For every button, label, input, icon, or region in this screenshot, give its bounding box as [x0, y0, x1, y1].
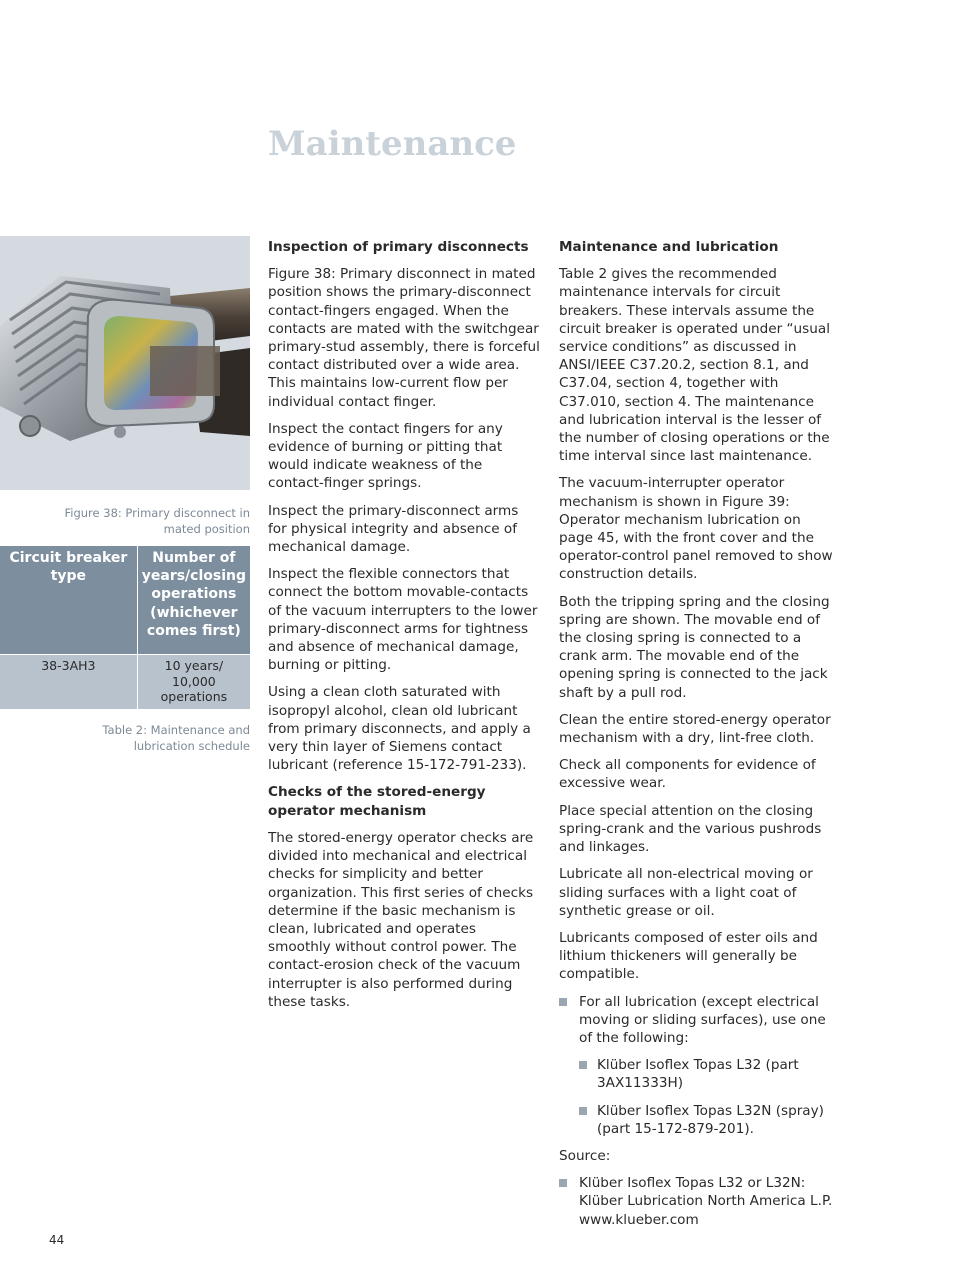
table-cell: 10 years/ 10,000 operations — [137, 655, 250, 709]
square-bullet-icon — [579, 1061, 587, 1069]
list-item-text: Klüber Isoflex Topas L32 or L32N: Klüber Lubrication North America L.P. www.klueber.com — [579, 1175, 833, 1228]
list-item — [559, 993, 835, 1138]
list-item — [579, 1102, 835, 1138]
page-title: Maintenance — [268, 124, 517, 164]
paragraph: Inspect the primary-disconnect arms for physical integrity and absence of mechanical damage. — [268, 502, 519, 556]
paragraph: The vacuum-interrupter operator mechanism is shown in Figure 39: Operator mechanism lubrication on page 45, with the front cover and the operator-control panel removed to show construction details. — [559, 475, 833, 583]
figure-38-photo — [0, 236, 250, 490]
paragraph: Lubricants composed of ester oils and lithium thickeners will generally be compatible. — [559, 929, 818, 983]
page-number: 44 — [49, 1233, 65, 1247]
list-item-text: Klüber Isoflex Topas L32N (spray) (part 15-172-879-201). — [597, 1102, 824, 1137]
list-item-text: For all lubrication (except electrical moving or sliding surfaces), use one of the following: — [579, 993, 826, 1046]
list-item — [579, 1056, 835, 1092]
list-item — [559, 1174, 835, 1229]
figure-caption: Figure 38: Primary disconnect in mated position — [64, 506, 250, 536]
left-text-column — [268, 238, 540, 1020]
paragraph: Both the tripping spring and the closing spring are shown. The movable end of the closing spring is connected to a crank arm. The movable end of the opening spring is connected to the jack shaft by a pull rod. — [559, 593, 830, 701]
paragraph: Inspect the contact fingers for any evidence of burning or pitting that would indicate weakness of the contact-finger springs. — [268, 420, 503, 492]
right-text-column — [559, 238, 835, 1238]
maintenance-schedule-table — [0, 546, 250, 709]
square-bullet-icon — [579, 1107, 587, 1115]
square-bullet-icon — [559, 1179, 567, 1187]
square-bullet-icon — [559, 998, 567, 1006]
bullet-list — [559, 993, 835, 1138]
paragraph: Place special attention on the closing spring-crank and the various pushrods and linkages. — [559, 802, 822, 856]
paragraph: Clean the entire stored-energy operator mechanism with a dry, lint-free cloth. — [559, 711, 831, 747]
table-header-row — [0, 546, 250, 655]
paragraph: Using a clean cloth saturated with isopropyl alcohol, clean old lubricant from primary disconnects, and apply a very thin layer of Siemens contact lubricant (reference 15-172-791-233). — [268, 684, 531, 774]
sub-bullet-list — [579, 1056, 835, 1138]
paragraph: Lubricate all non-electrical moving or sliding surfaces with a light coat of synthetic grease or oil. — [559, 866, 813, 919]
paragraph: Table 2 gives the recommended maintenance intervals for circuit breakers. These intervals assume the circuit breaker is operated under “usual service conditions” as discussed in ANSI/IEEE C37.20.2, section 8.1, and C37.04, section 4, together with C37.010, section 4. The maintenance and lubrication interval is the lesser of the number of closing operations or the time interval since last maintenance. — [559, 266, 830, 465]
paragraph: The stored-energy operator checks are divided into mechanical and electrical checks for simplicity and better organization. This first series of checks determine if the basic mechanism is clean, lubricated and operates smoothly without control power. The contact-erosion check of the vacuum interrupter is also performed during these tasks. — [268, 829, 534, 1010]
paragraph: Inspect the flexible connectors that connect the bottom movable-contacts of the vacuum interrupters to the lower primary-disconnect arms for tightness and absence of mechanical damage, burning or pitting. — [268, 566, 538, 674]
table-row — [0, 655, 250, 709]
table-header-cell: Circuit breaker type — [0, 546, 137, 655]
table-header-cell: Number of years/closing operations (whichever comes first) — [137, 546, 250, 655]
list-item-text: Klüber Isoflex Topas L32 (part 3AX11333H) — [597, 1057, 799, 1092]
section-heading: Checks of the stored-energy operator mechanism — [268, 784, 486, 819]
table-cell: 38-3AH3 — [0, 655, 137, 709]
section-heading: Inspection of primary disconnects — [268, 239, 529, 255]
bullet-list — [559, 1174, 835, 1229]
paragraph: Figure 38: Primary disconnect in mated position shows the primary-disconnect contact-fingers engaged. When the contacts are mated with the switchgear primary-stud assembly, there is forceful contact distributed over a wide area. This maintains low-current flow per individual contact finger. — [268, 266, 540, 410]
source-label: Source: — [559, 1147, 611, 1164]
primary-disconnect-image — [0, 236, 250, 490]
section-heading: Maintenance and lubrication — [559, 239, 779, 255]
paragraph: Check all components for evidence of excessive wear. — [559, 757, 816, 792]
table-caption: Table 2: Maintenance and lubrication schedule — [102, 723, 250, 753]
